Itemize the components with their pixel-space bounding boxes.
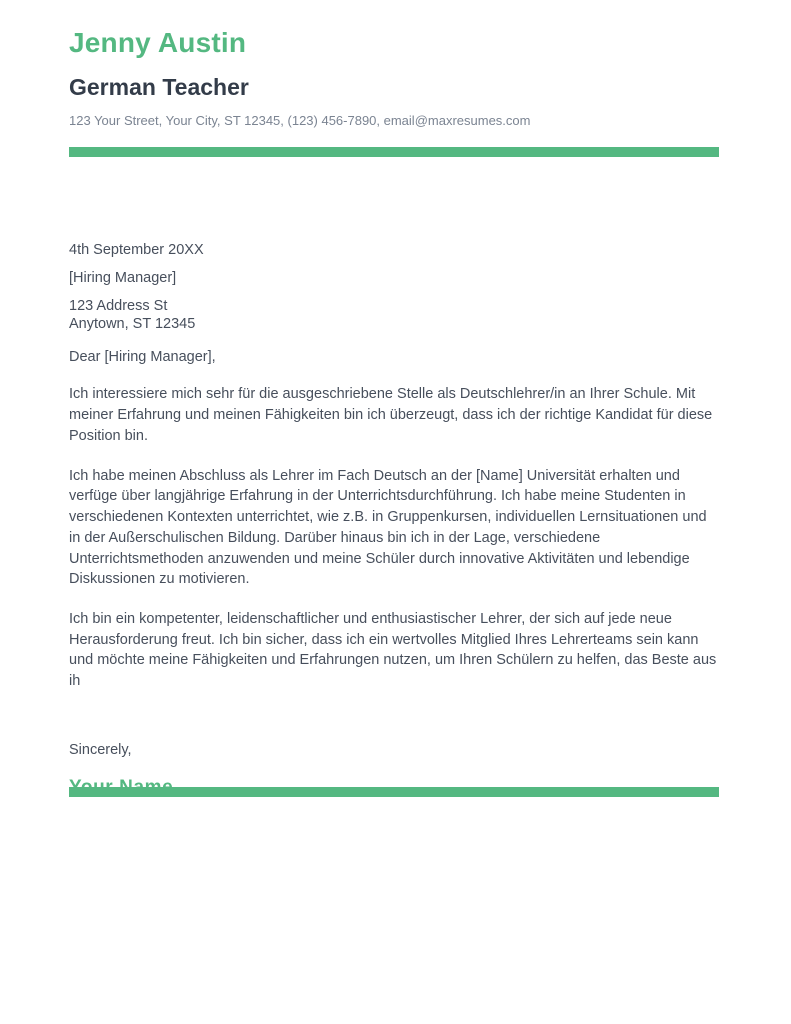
letter-date: 4th September 20XX (69, 242, 204, 258)
body-paragraph-1: Ich interessiere mich sehr für die ausgeschriebene Stelle als Deutschlehrer/in an Ihrer Schule. Mit meiner Erfahrung und meinen Fähigkeiten bin ich überzeugt, dass ich der richtige Kandidat für diese Position bin. (69, 386, 713, 444)
salutation-line: Dear [Hiring Manager], (69, 349, 216, 366)
applicant-name-heading: Jenny Austin (69, 27, 247, 58)
recipient-address (69, 298, 719, 333)
accent-divider-bottom (69, 787, 719, 797)
recipient-name: [Hiring Manager] (69, 270, 177, 286)
job-title-heading: German Teacher (69, 74, 249, 100)
page-content (69, 0, 719, 799)
recipient-address-line2: Anytown, ST 12345 (69, 315, 196, 332)
body-paragraph-2: Ich habe meinen Abschluss als Lehrer im Fach Deutsch an der [Name] Universität erhalten und verfüge über langjährige Erfahrung in der Unterrichtsdurchführung. Ich habe meine Studenten in verschiedenen Kontexten unterrichtet, wie z.B. in Gruppenkursen, individuellen Lernsituationen und in der Außerschulischen Bildung. Darüber hinaus bin ich in der Lage, verschiedene Unterrichtsmethoden anzuwenden und meine Schüler durch innovative Aktivitäten und lebendige Diskussionen zu motivieren. (69, 467, 707, 588)
body-paragraph-3: Ich bin ein kompetenter, leidenschaftlicher und enthusiastischer Lehrer, der sich auf jede neue Herausforderung freut. Ich bin sicher, dass ich ein wertvolles Mitglied Ihres Lehrerteams sein kann und möchte meine Fähigkeiten und Erfahrungen nutzen, um Ihren Schülern zu helfen, das Beste aus ih (69, 610, 717, 690)
closing-line: Sincerely, (69, 741, 132, 758)
accent-divider-top (69, 147, 719, 157)
recipient-address-line1: 123 Address St (69, 298, 168, 314)
contact-line: 123 Your Street, Your City, ST 12345, (123) 456-7890, email@maxresumes.com (69, 113, 531, 128)
